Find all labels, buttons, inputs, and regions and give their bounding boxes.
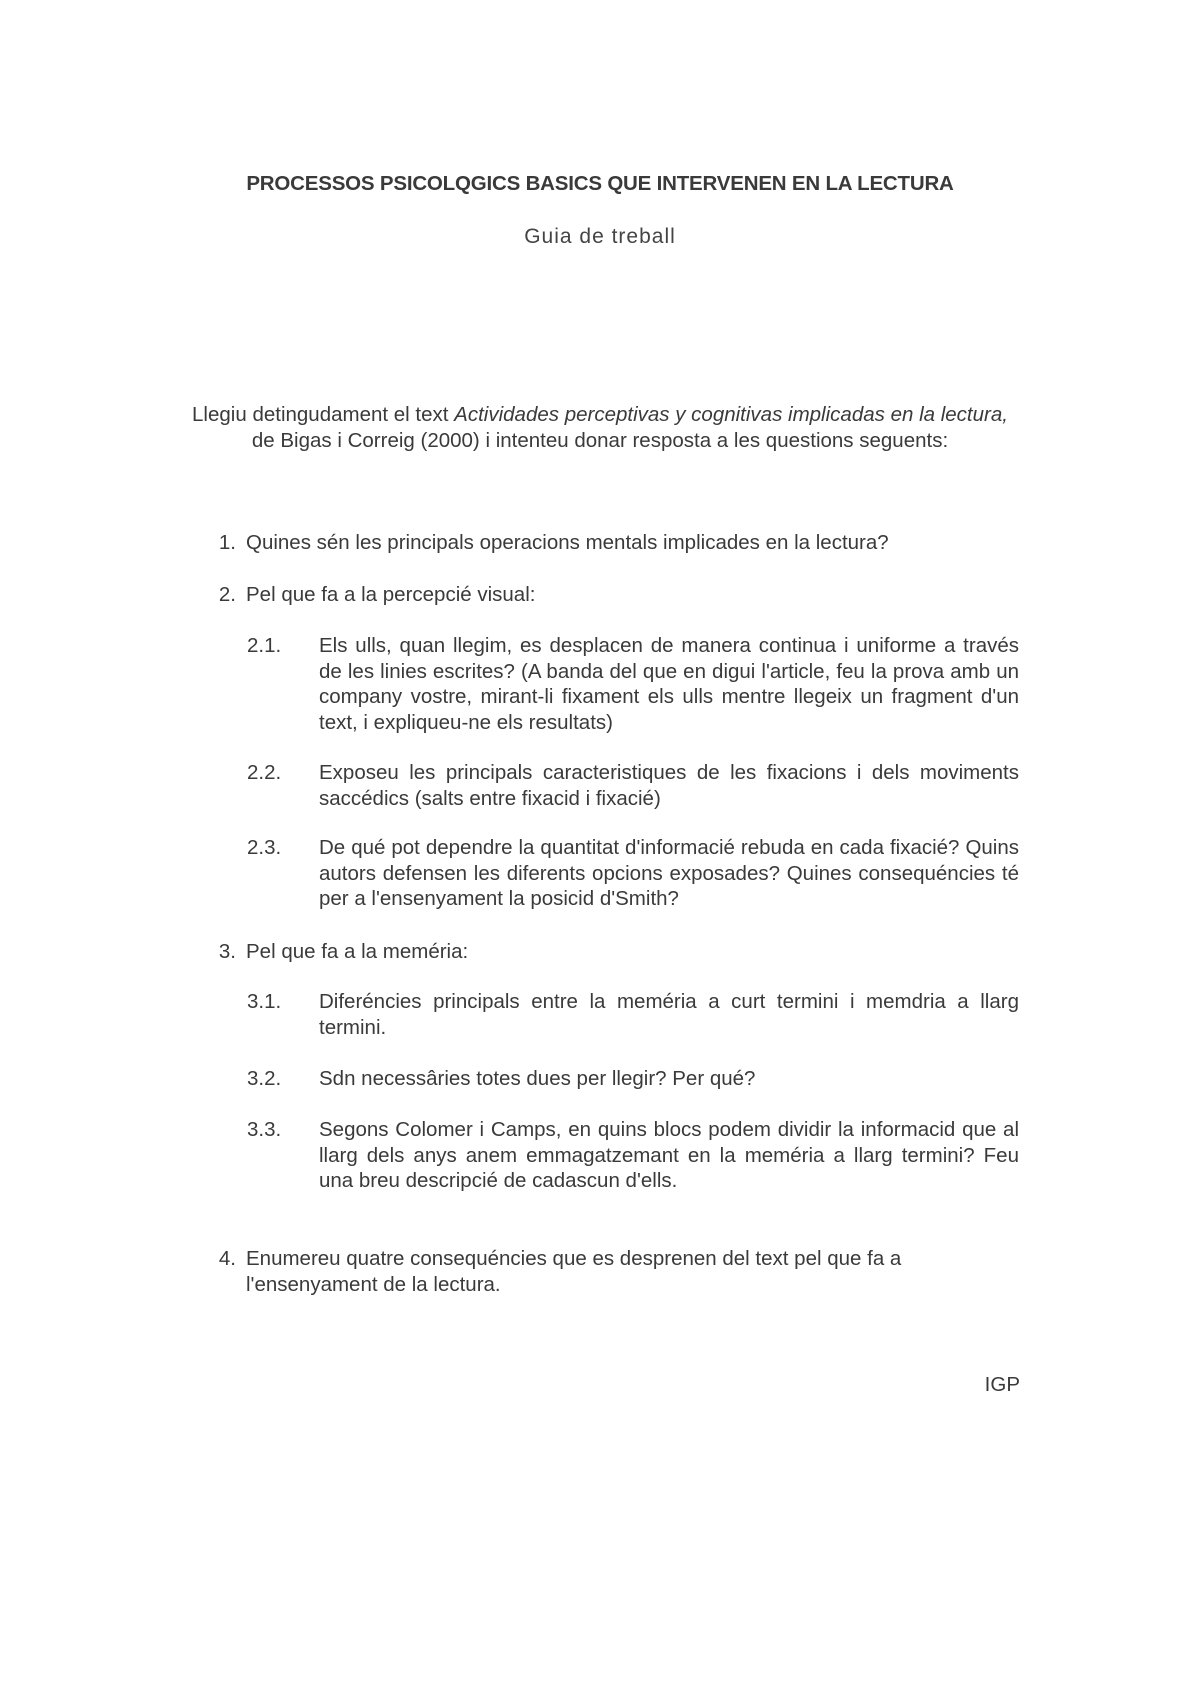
- question-text: Pel que fa a la meméria:: [246, 940, 469, 963]
- intro-book-title: Actividades perceptivas y cognitivas implicadas en la lectura,: [454, 403, 1008, 426]
- document-title: PROCESSOS PSICOLQGICS BASICS QUE INTERVENEN EN LA LECTURA: [246, 172, 954, 195]
- question-number: 2.: [218, 583, 236, 606]
- question-number: 4.: [218, 1247, 236, 1270]
- document-subtitle: Guia de treball: [524, 225, 676, 248]
- subquestion-number: 2.2.: [247, 761, 282, 784]
- author-initials: IGP: [984, 1373, 1020, 1396]
- subquestion-number: 3.2.: [247, 1067, 282, 1090]
- subquestion-text: Els ulls, quan llegim, es desplacen de manera continua i uniforme a través de les linies escrites? (A banda del que en digui l'article, feu la prova amb un company vostre, mirant-li fixament els ulls mentre llegeix un fragment d'un text, i expliqueu-ne els resultats): [319, 634, 1019, 734]
- subquestion-text: Diferéncies principals entre la meméria a curt termini i memdria a llarg termini.: [319, 990, 1019, 1039]
- subquestion-text: Exposeu les principals caracteristiques de les fixacions i dels moviments saccédics (salts entre fixacid i fixacié): [319, 761, 1019, 810]
- subquestion-text: Segons Colomer i Camps, en quins blocs podem dividir la informacid que al llarg dels anys anem emmagatzemant en la meméria a llarg termini? Feu una breu descripcié de cadascun d'ells.: [319, 1118, 1019, 1192]
- subquestion-text: De qué pot dependre la quantitat d'informacié rebuda en cada fixacié? Quins autors defensen les diferents opcions exposades? Quines consequéncies té per a l'ensenyament la posicid d'Smith?: [319, 836, 1019, 910]
- subquestion-number: 2.1.: [247, 634, 282, 657]
- question-number: 1.: [218, 531, 236, 554]
- subquestion-text: Sdn necessâries totes dues per llegir? Per qué?: [319, 1067, 756, 1090]
- question-text: Quines sén les principals operacions mentals implicades en la lectura?: [246, 531, 889, 554]
- intro-text-after: de Bigas i Correig (2000) i intenteu donar resposta a les questions seguents:: [251, 428, 949, 452]
- question-number: 3.: [218, 940, 236, 963]
- question-text: Pel que fa a la percepcié visual:: [246, 583, 536, 606]
- subquestion-number: 3.1.: [247, 990, 282, 1013]
- intro-paragraph: [180, 402, 1020, 453]
- question-text: Enumereu quatre consequéncies que es desprenen del text pel que fa a l'ensenyament de la lectura.: [246, 1247, 902, 1296]
- subquestion-number: 2.3.: [247, 836, 282, 859]
- subquestion-number: 3.3.: [247, 1118, 282, 1141]
- intro-text-before: Llegiu detingudament el text: [192, 403, 455, 426]
